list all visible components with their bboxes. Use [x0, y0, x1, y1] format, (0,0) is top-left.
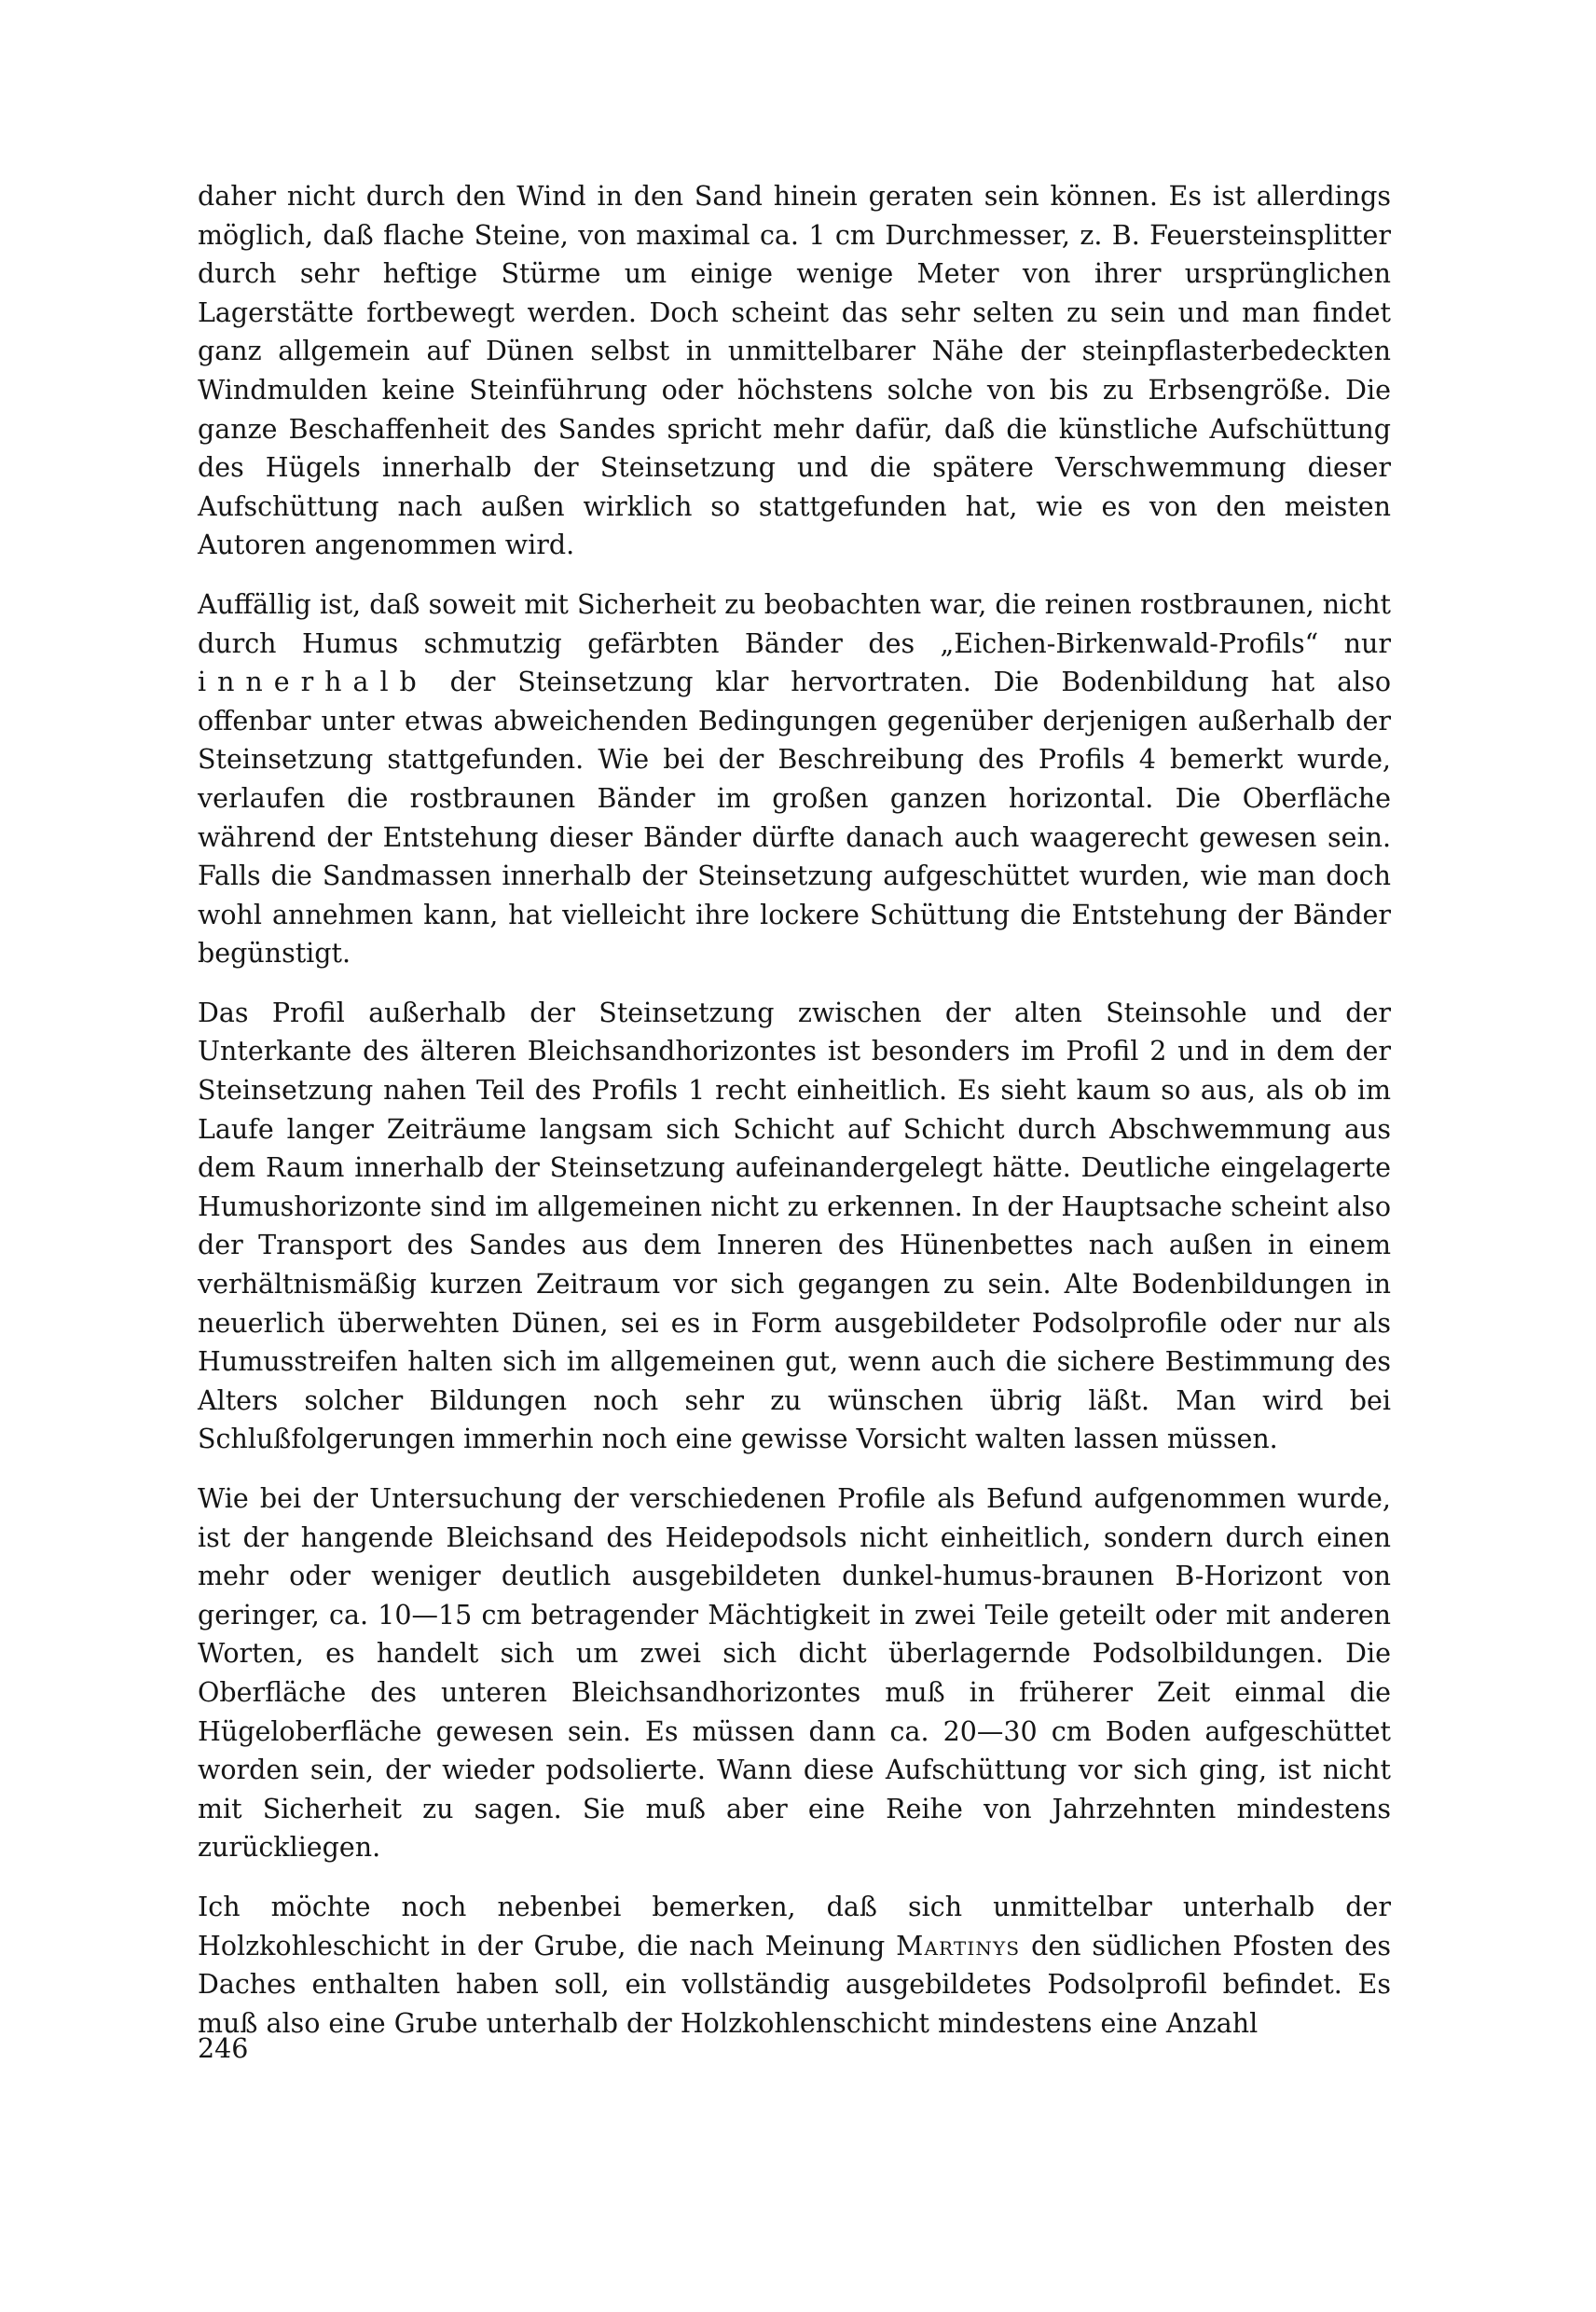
paragraph-5-end: den südlichen Pfosten des Daches enthalten haben soll, ein vollständig ausgebildetes Podsolprofil befindet. Es muß also eine Grube unterhalb der Holzkohlenschicht mindestens eine Anzahl — [198, 1930, 1391, 2039]
paragraph-5-start: Ich möchte noch nebenbei bemerken, daß sich unmittelbar unterhalb der Holzkohleschicht in der Grube, die nach Meinung — [198, 1891, 1391, 1961]
emphasized-word-innerhalb: innerhalb — [198, 667, 428, 698]
author-name-martinys: Martinys — [896, 1930, 1021, 1961]
paragraph-2-start: Auffällig ist, daß soweit mit Sicherheit zu beobachten war, die reinen rostbraunen, nicht durch Humus schmutzig gefärbten Bänder des „Eichen-Birkenwald-Profils“ nur — [198, 588, 1391, 659]
paragraph-2-end: der Steinsetzung klar hervortraten. Die Bodenbildung hat also offenbar unter etwas abweichenden Bedingungen gegenüber derjenigen außerhalb der Steinsetzung stattgefunden. Wie bei der Beschreibung des Profils 4 bemerkt wurde, verlaufen die rostbraunen Bänder im großen ganzen horizontal. Die Oberfläche während der Entstehung dieser Bänder dürfte danach auch waagerecht gewesen sein. Falls die Sandmassen innerhalb der Steinsetzung aufgeschüttet wurden, wie man doch wohl annehmen kann, hat vielleicht ihre lockere Schüttung die Entstehung der Bänder begünstigt. — [198, 667, 1391, 970]
page-number: 246 — [198, 2033, 249, 2064]
paragraph-5 — [198, 1888, 1391, 2043]
paragraph-1: daher nicht durch den Wind in den Sand hinein geraten sein können. Es ist allerdings möglich, daß flache Steine, von maximal ca. 1 cm Durchmesser, z. B. Feuersteinsplitter durch sehr heftige Stürme um einige wenige Meter von ihrer ursprünglichen Lagerstätte fortbewegt werden. Doch scheint das sehr selten zu sein und man findet ganz allgemein auf Dünen selbst in unmittelbarer Nähe der steinpflasterbedeckten Windmulden keine Steinführung oder höchstens solche von bis zu Erbsengröße. Die ganze Beschaffenheit des Sandes spricht mehr dafür, daß die künstliche Aufschüttung des Hügels innerhalb der Steinsetzung und die spätere Verschwemmung dieser Aufschüttung nach außen wirklich so stattgefunden hat, wie es von den meisten Autoren angenommen wird. — [198, 181, 1391, 561]
paragraph-4: Wie bei der Untersuchung der verschiedenen Profile als Befund aufgenommen wurde, ist der hangende Bleichsand des Heidepodsols nicht einheitlich, sondern durch einen mehr oder weniger deutlich ausgebildeten dunkel-humus-braunen B-Horizont von geringer, ca. 10—15 cm betragender Mächtigkeit in zwei Teile geteilt oder mit anderen Worten, es handelt sich um zwei sich dicht überlagernde Podsolbildungen. Die Oberfläche des unteren Bleichsandhorizontes muß in früherer Zeit einmal die Hügeloberfläche gewesen sein. Es müssen dann ca. 20—30 cm Boden aufgeschüttet worden sein, der wieder podsolierte. Wann diese Aufschüttung vor sich ging, ist nicht mit Sicherheit zu sagen. Sie muß aber eine Reihe von Jahrzehnten mindestens zurückliegen. — [198, 1483, 1391, 1864]
paragraph-2 — [198, 585, 1391, 973]
body-text — [198, 177, 1391, 2063]
paragraph-3: Das Profil außerhalb der Steinsetzung zwischen der alten Steinsohle und der Unterkante des älteren Bleichsandhorizontes ist besonders im Profil 2 und in dem der Steinsetzung nahen Teil des Profils 1 recht einheitlich. Es sieht kaum so aus, als ob im Laufe langer Zeiträume langsam sich Schicht auf Schicht durch Abschwemmung aus dem Raum innerhalb der Steinsetzung aufeinandergelegt hätte. Deutliche eingelagerte Humushorizonte sind im allgemeinen nicht zu erkennen. In der Hauptsache scheint also der Transport des Sandes aus dem Inneren des Hünenbettes nach außen in einem verhältnismäßig kurzen Zeitraum vor sich gegangen zu sein. Alte Bodenbildungen in neuerlich überwehten Dünen, sei es in Form ausgebildeter Podsolprofile oder nur als Humusstreifen halten sich im allgemeinen gut, wenn auch die sichere Bestimmung des Alters solcher Bildungen noch sehr zu wünschen übrig läßt. Man wird bei Schlußfolgerungen immerhin noch eine gewisse Vorsicht walten lassen müssen. — [198, 997, 1391, 1455]
